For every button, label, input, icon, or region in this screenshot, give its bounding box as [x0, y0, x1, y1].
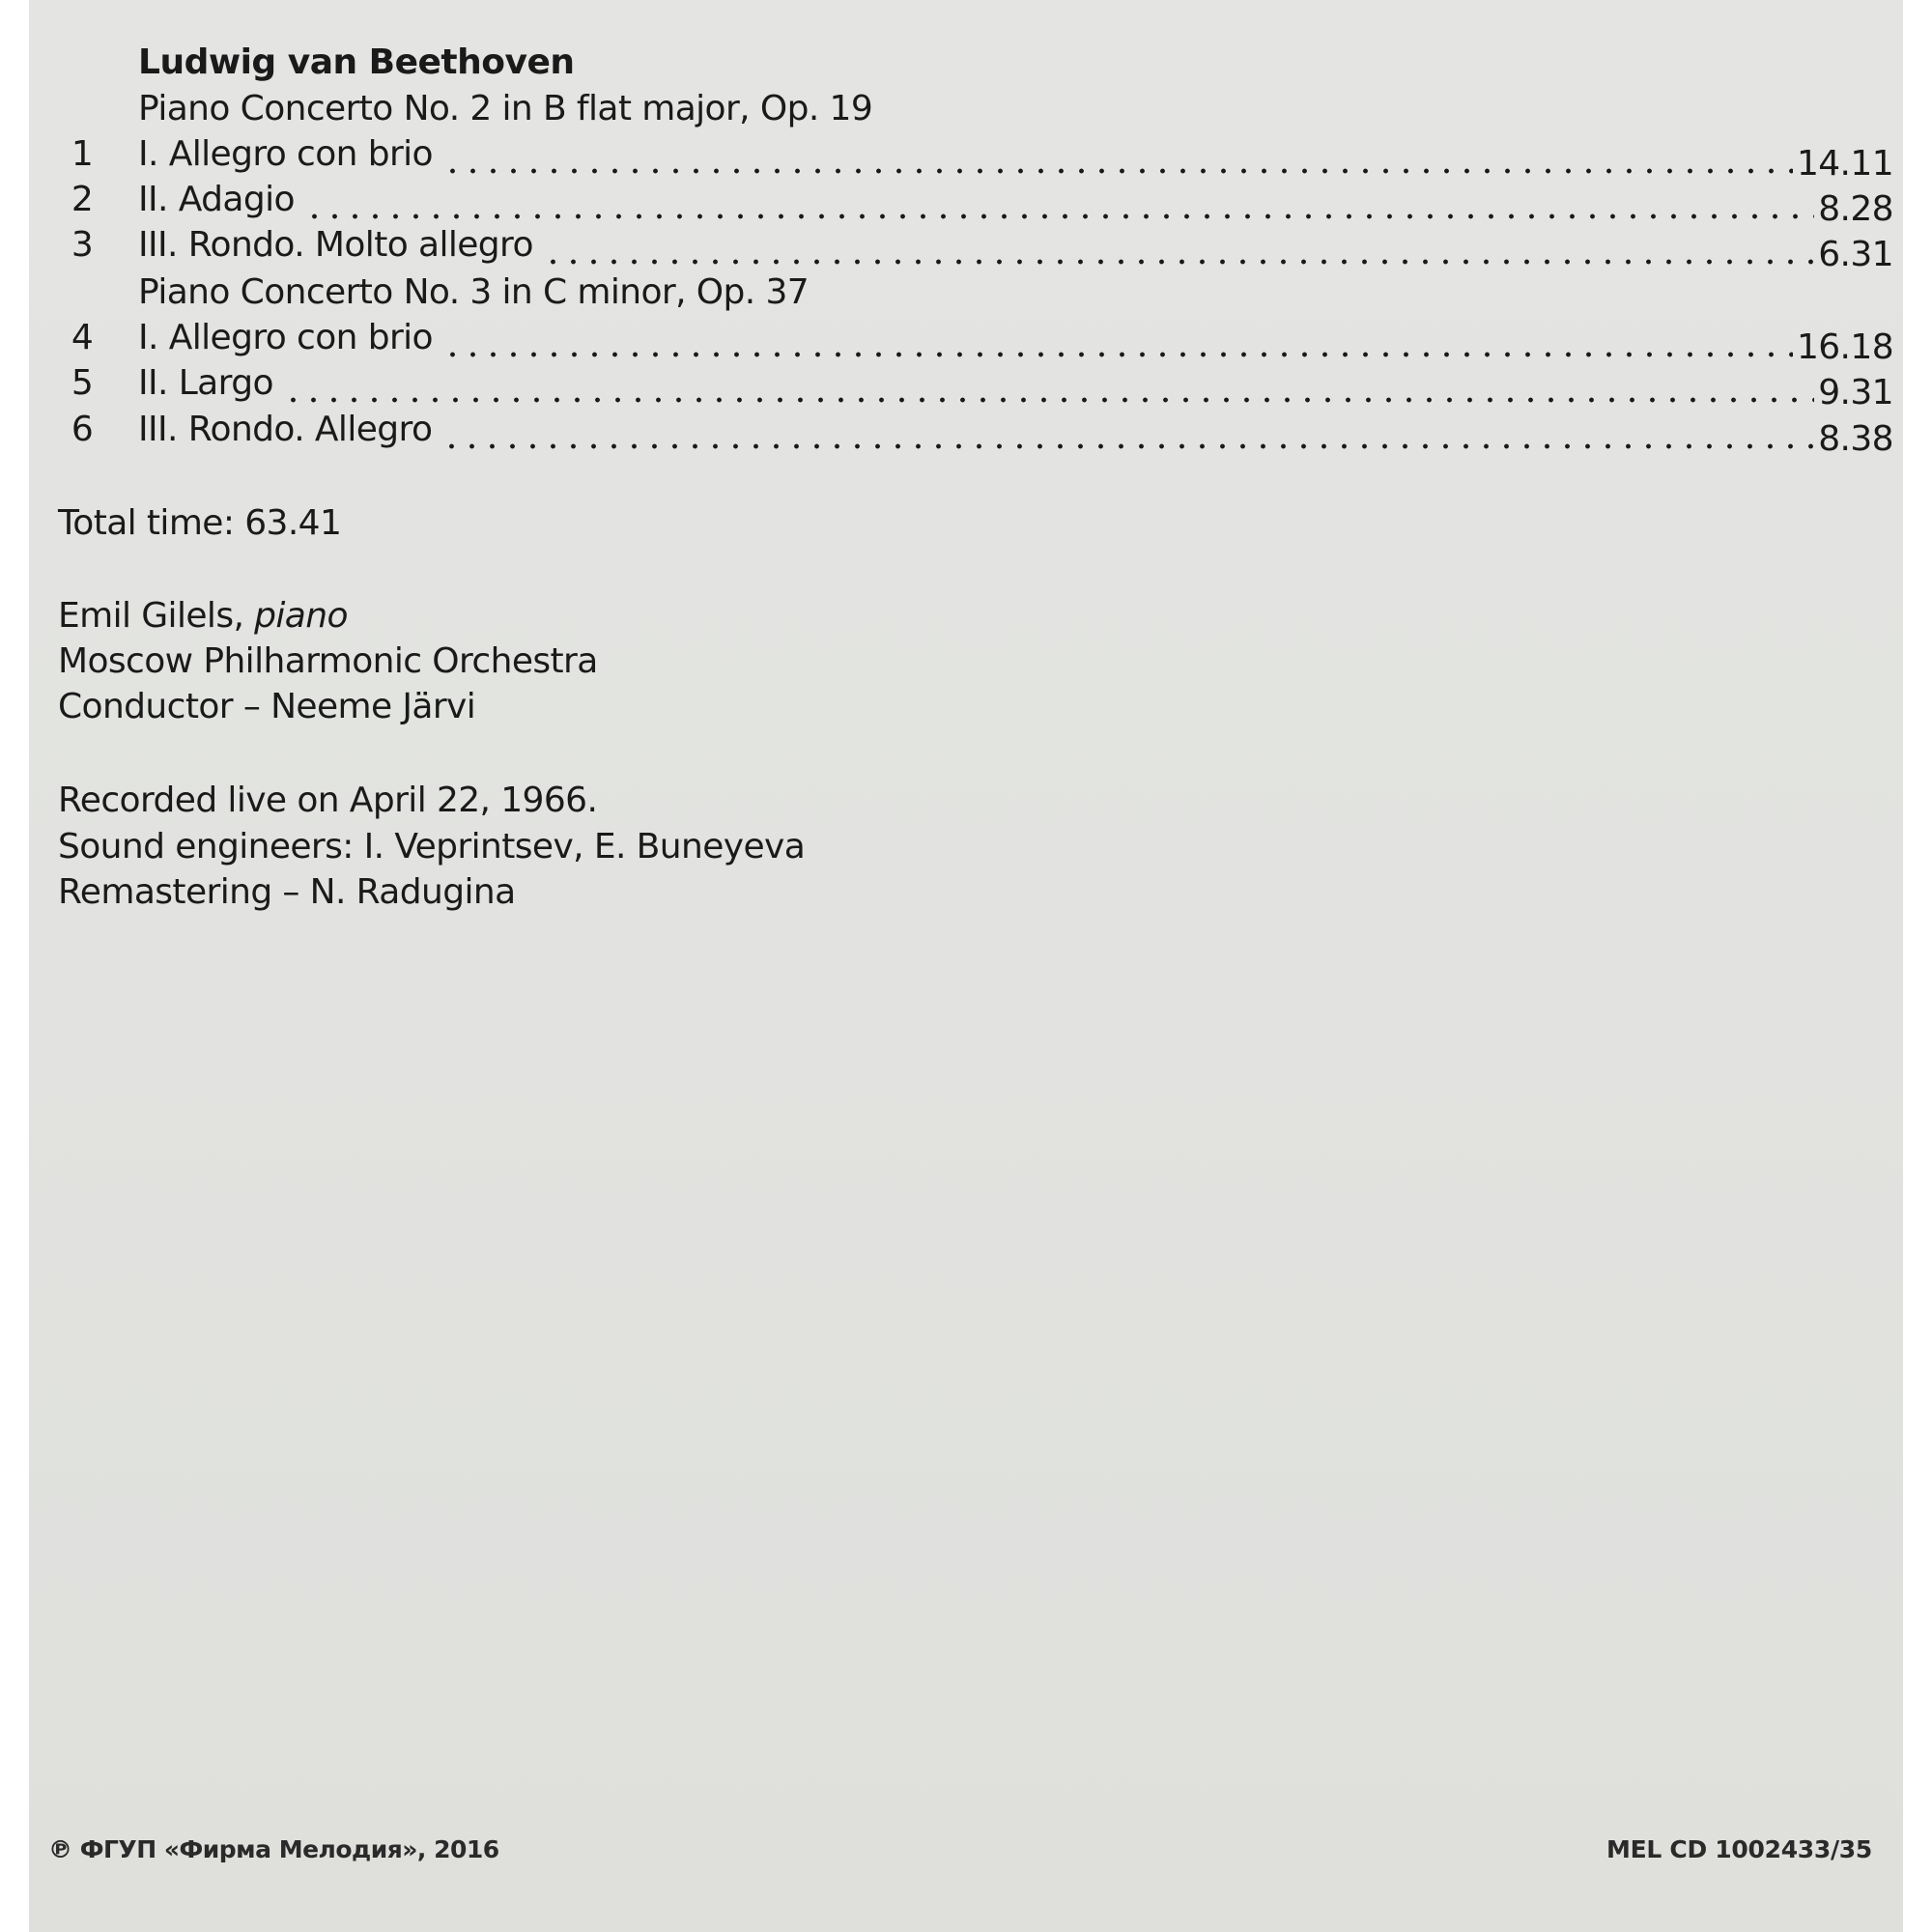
- soloist-role: piano: [254, 596, 348, 636]
- track-title: II. Adagio: [138, 180, 295, 219]
- liner-notes-card: [29, 0, 1903, 1932]
- track-duration: 14.11: [1796, 144, 1893, 184]
- track-title: III. Rondo. Molto allegro: [138, 225, 533, 265]
- sound-engineers: Sound engineers: I. Veprintsev, E. Buneyeva: [58, 827, 806, 867]
- track-number: 6: [71, 410, 94, 449]
- dot-leader: [442, 324, 1793, 358]
- work-title-concerto-3: Piano Concerto No. 3 in C minor, Op. 37: [138, 272, 810, 312]
- copyright-notice: ℗ ФГУП «Фирма Мелодия», 2016: [48, 1835, 499, 1863]
- track-duration: 16.18: [1796, 327, 1893, 367]
- dot-leader: [304, 185, 1814, 220]
- track-number: 4: [71, 318, 94, 357]
- track-number: 3: [71, 225, 94, 265]
- track-row: [63, 134, 1893, 184]
- track-row: [63, 363, 1893, 410]
- track-row: [63, 318, 1893, 367]
- track-number: 1: [71, 134, 94, 174]
- dot-leader: [283, 369, 1814, 404]
- work-title-concerto-2: Piano Concerto No. 2 in B flat major, Op. 19: [138, 89, 873, 128]
- track-duration: 9.31: [1818, 373, 1893, 412]
- soloist-name: Emil Gilels,: [58, 596, 244, 636]
- track-number: 2: [71, 180, 94, 219]
- track-title: I. Allegro con brio: [138, 134, 433, 174]
- track-duration: 6.31: [1818, 235, 1893, 274]
- recording-date: Recorded live on April 22, 1966.: [58, 781, 598, 820]
- track-title: II. Largo: [138, 363, 273, 403]
- composer-name: Ludwig van Beethoven: [138, 43, 575, 82]
- dot-leader: [441, 415, 1814, 450]
- conductor-credit: Conductor – Neeme Järvi: [58, 687, 476, 726]
- remastering-credit: Remastering – N. Radugina: [58, 872, 516, 912]
- track-title: I. Allegro con brio: [138, 318, 433, 357]
- track-title: III. Rondo. Allegro: [138, 410, 433, 449]
- dot-leader: [543, 231, 1814, 266]
- soloist-credit: [58, 596, 348, 636]
- track-row: [63, 410, 1893, 459]
- track-row: [63, 225, 1893, 274]
- track-duration: 8.38: [1818, 419, 1893, 459]
- track-row: [63, 180, 1893, 229]
- catalog-number: MEL CD 1002433/35: [1606, 1835, 1872, 1863]
- dot-leader: [442, 140, 1793, 175]
- total-time: Total time: 63.41: [58, 503, 342, 543]
- orchestra-credit: Moscow Philharmonic Orchestra: [58, 641, 598, 681]
- track-number: 5: [71, 363, 94, 403]
- track-duration: 8.28: [1818, 189, 1893, 229]
